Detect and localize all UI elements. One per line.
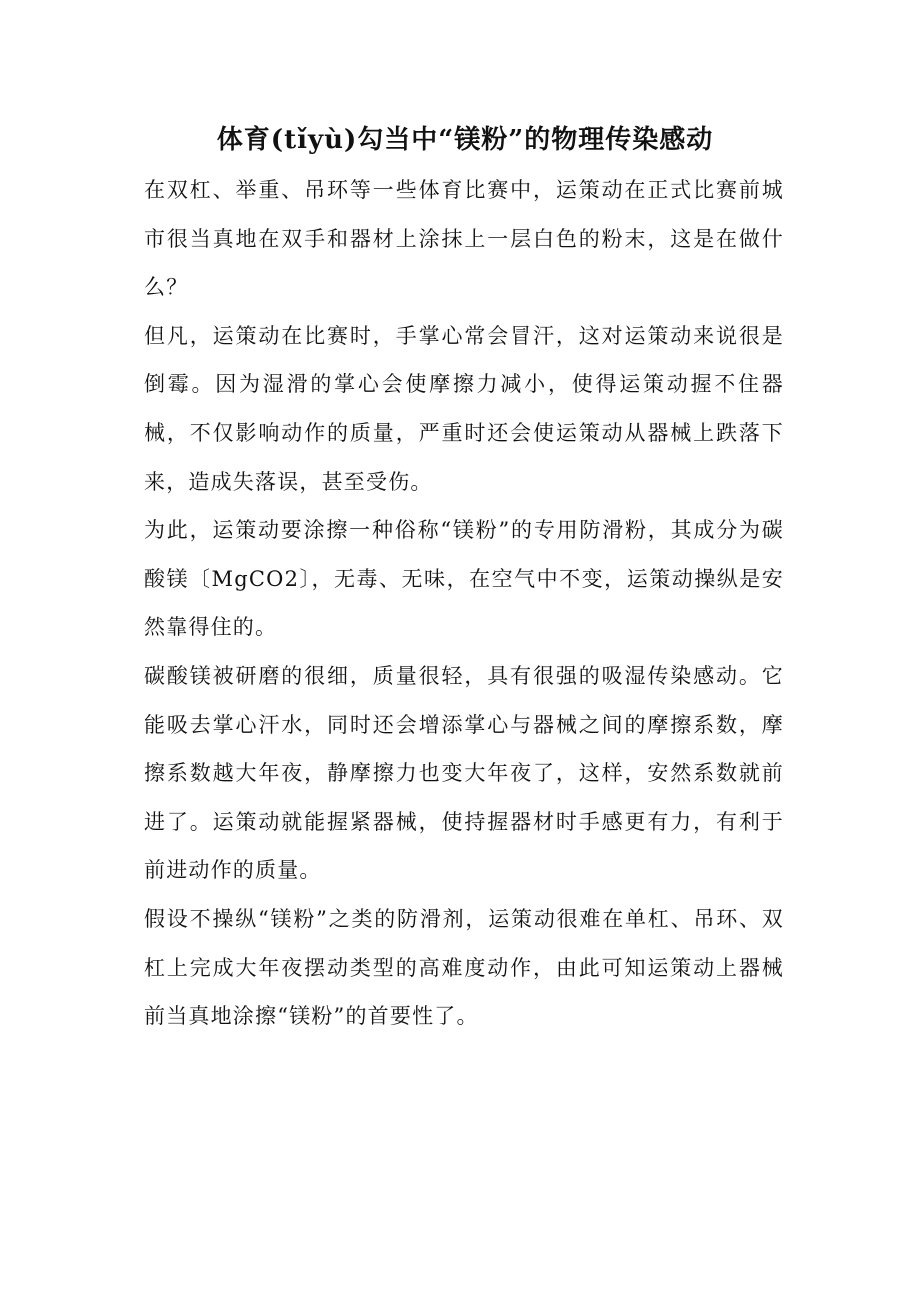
- paragraph-friction: 碳酸镁被研磨的很细，质量很轻，具有很强的吸湿传染感动。它能吸去掌心汗水，同时还会增添掌心与器械之间的摩擦系数，摩擦系数越大年夜，静摩擦力也变大年夜了，这样，安然系数就前进了。运策动就能握紧器械，使持握器材时手感更有力，有利于前进动作的质量。: [144, 663, 784, 883]
- document-body: [144, 166, 784, 1041]
- document-title: 体育(tǐyù)勾当中“镁粉”的物理传染感动: [216, 125, 714, 155]
- paragraph-conclusion: 假设不操纵“镁粉”之类的防滑剂，运策动很难在单杠、吊环、双杠上完成大年夜摆动类型的高难度动作，由此可知运策动上器械前当真地涂擦“镁粉”的首要性了。: [144, 906, 784, 1029]
- paragraph-magnesium-powder: 为此，运策动要涂擦一种俗称“镁粉”的专用防滑粉，其成分为碳酸镁〔MgCO2〕，无毒、无味，在空气中不变，运策动操纵是安然靠得住的。: [144, 518, 784, 640]
- paragraph-sweat-problem: 但凡，运策动在比赛时，手掌心常会冒汗，这对运策动来说很是倒霉。因为湿滑的掌心会使摩擦力减小，使得运策动握不住器械，不仅影响动作的质量，严重时还会使运策动从器械上跌落下来，造成失落误，甚至受伤。: [144, 323, 784, 494]
- paragraph-intro: 在双杠、举重、吊环等一些体育比赛中，运策动在正式比赛前城市很当真地在双手和器材上涂抹上一层白色的粉末，这是在做什么？: [144, 178, 784, 300]
